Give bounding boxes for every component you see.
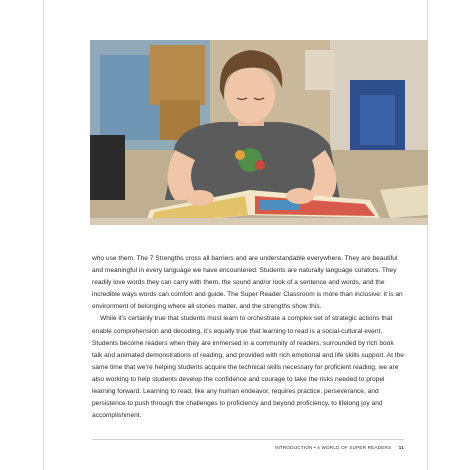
- paragraph-2: While it’s certainly true that students must learn to orchestrate a complex set of strategic actions that enable comprehension and decoding, it’s equally true that learning to read is a social-cultural event. Students become readers when they are immersed in a community of readers, surrounded by rich book talk and animated demonstrations of reading, and provided with rich emotional and life skills support. At the same time that we’re helping students acquire the technical skills necessary for proficient reading, we are also working to help students develop the confidence and courage to take the risks needed to propel learning forward. Learning to read, like any human endeavor, requires practice, perseverance, and persistence to push through the challenges to proficiency and beyond proficiency, to lifelong joy and accomplishment.: [92, 315, 404, 420]
- page-footer: [92, 445, 404, 450]
- page-number: 11: [398, 445, 404, 450]
- footer-rule: [92, 439, 404, 440]
- child-reading-illustration: [90, 40, 428, 225]
- running-head: INTRODUCTION • A WORLD OF SUPER READERS: [274, 445, 392, 450]
- body-text: [92, 253, 404, 422]
- classroom-photo: [90, 40, 428, 225]
- paragraph-1: who use them. The 7 Strengths cross all barriers and are understandable everywhere. They are beautiful and meaningful in every language we have encountered. Students are naturally language curators. They readily love words they can carry with them, the sound and/or look of a sentence and words, and the incredible ways words can comfort and guide. The Super Reader Classroom is more than inclusive: it is an environment of belonging where all stories matter, and the strengths show this.: [92, 255, 403, 311]
